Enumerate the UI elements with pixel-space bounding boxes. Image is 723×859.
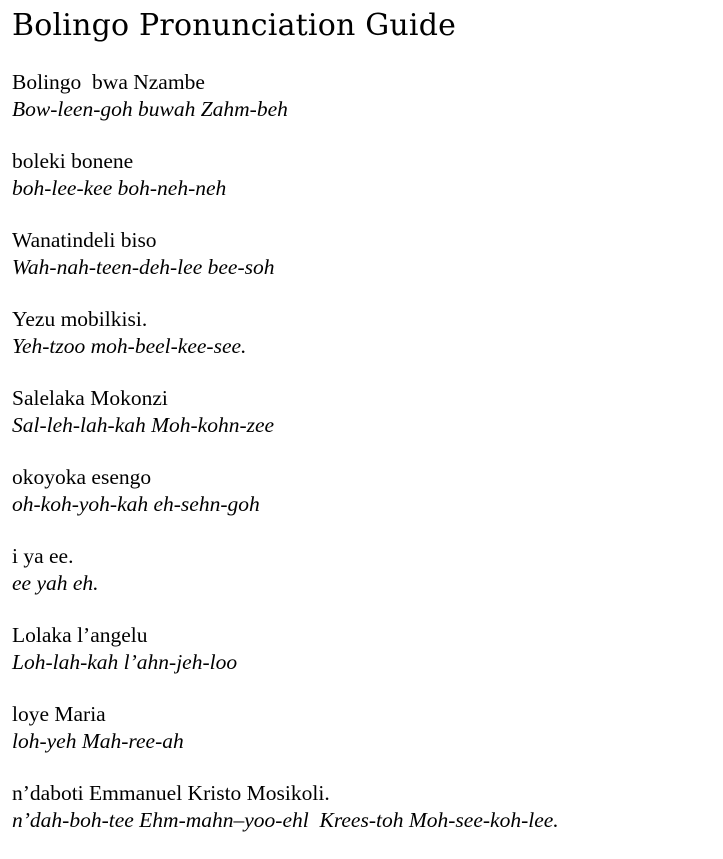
lyric-line: boleki bonene	[12, 149, 134, 173]
entry-7	[12, 543, 712, 622]
pronunciation-line: boh-lee-kee boh-neh-neh	[12, 176, 227, 200]
entry-2	[12, 148, 712, 227]
lyric-line: Lolaka l’angelu	[12, 623, 148, 647]
pronunciation-line: Bow-leen-goh buwah Zahm-beh	[12, 97, 288, 121]
pronunciation-line: Sal-leh-lah-kah Moh-kohn-zee	[12, 413, 275, 437]
entry-3	[12, 227, 712, 306]
lyric-line: Yezu mobilkisi.	[12, 307, 148, 331]
lyric-line: n’daboti Emmanuel Kristo Mosikoli.	[12, 781, 330, 805]
pronunciation-line: ee yah eh.	[12, 571, 99, 595]
page-title: Bolingo Pronunciation Guide	[12, 8, 457, 43]
entry-4	[12, 306, 712, 385]
lyric-line: okoyoka esengo	[12, 465, 152, 489]
entry-10	[12, 780, 712, 859]
lyric-line: Salelaka Mokonzi	[12, 386, 168, 410]
entry-1	[12, 69, 712, 148]
pronunciation-line: n’dah-boh-tee Ehm-mahn–yoo-ehl Krees-toh Moh-see-koh-lee.	[12, 808, 559, 832]
pronunciation-line: loh-yeh Mah-ree-ah	[12, 729, 184, 753]
pronunciation-line: Wah-nah-teen-deh-lee bee-soh	[12, 255, 275, 279]
lyric-line: loye Maria	[12, 702, 106, 726]
entry-6	[12, 464, 712, 543]
lyric-line: Wanatindeli biso	[12, 228, 157, 252]
lyric-line: i ya ee.	[12, 544, 74, 568]
entry-9	[12, 701, 712, 780]
entry-list	[12, 69, 712, 859]
lyric-line: Bolingo bwa Nzambe	[12, 70, 205, 94]
pronunciation-line: Yeh-tzoo moh-beel-kee-see.	[12, 334, 247, 358]
pronunciation-line: Loh-lah-kah l’ahn-jeh-loo	[12, 650, 238, 674]
entry-8	[12, 622, 712, 701]
entry-5	[12, 385, 712, 464]
pronunciation-line: oh-koh-yoh-kah eh-sehn-goh	[12, 492, 260, 516]
